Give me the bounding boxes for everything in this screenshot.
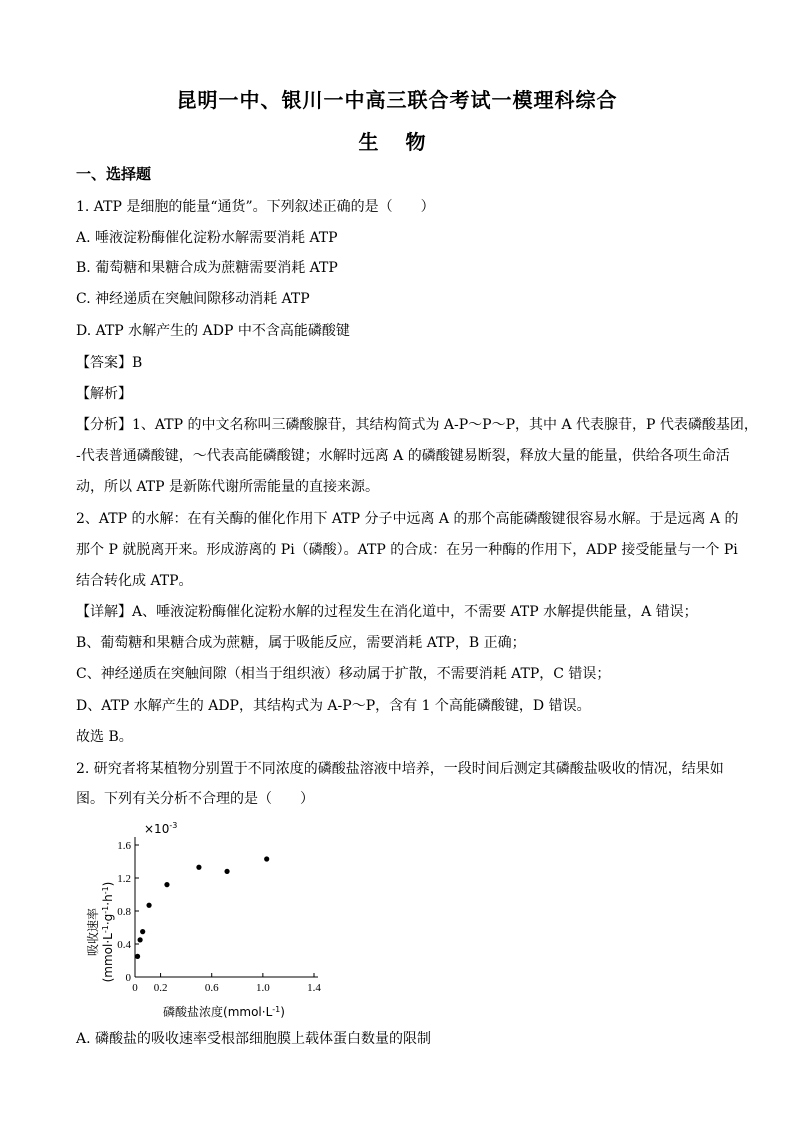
data-point — [146, 903, 151, 908]
absorption-chart — [76, 815, 336, 1025]
q1-option-a: A. 唾液淀粉酶催化淀粉水解需要消耗 ATP — [76, 230, 338, 246]
q1-option-c: C. 神经递质在突触间隙移动消耗 ATP — [76, 291, 310, 307]
q1-analysis-line: 【分析】1、ATP 的中文名称叫三磷酸腺苷，其结构简式为 A-P～P～P，其中 A 代表腺苷，P 代表磷酸基团， — [76, 417, 758, 433]
q2-option-a: A. 磷酸盐的吸收速率受根部细胞膜上载体蛋白数量的限制 — [76, 1031, 432, 1047]
q1-detail-d: D、ATP 水解产生的 ADP，其结构式为 A-P～P，含有 1 个高能磷酸键，D 错误。 — [76, 698, 591, 714]
x-tick-label: 0.2 — [153, 982, 168, 994]
q1-option-b: B. 葡萄糖和果糖合成为蔗糖需要消耗 ATP — [76, 260, 338, 276]
x-tick-label: 0 — [132, 982, 138, 994]
q1-detail-b: B、葡萄糖和果糖合成为蔗糖，属于吸能反应，需要消耗 ATP，B 正确； — [76, 635, 526, 651]
q1-analysis-heading: 【解析】 — [76, 386, 132, 402]
y-tick-label: 0.4 — [117, 939, 131, 951]
y-multiplier-label: $\times 10^{-3}$ — [144, 821, 178, 836]
page-title: 昆明一中、银川一中高三联合考试一模理科综合 — [176, 88, 618, 112]
q1-detail-a: 【详解】A、唾液淀粉酶催化淀粉水解的过程发生在消化道中，不需要 ATP 水解提供能量，A 错误； — [76, 604, 698, 620]
x-tick-label: 1.4 — [307, 982, 321, 994]
question-1-stem: 1. ATP 是细胞的能量“通货”。下列叙述正确的是（ ） — [76, 199, 435, 215]
q1-analysis-line: 2、ATP 的水解：在有关酶的催化作用下 ATP 分子中远离 A 的那个高能磷酸键很容易水解。于是远离 A 的 — [76, 511, 739, 527]
section-heading: 一、选择题 — [76, 165, 152, 183]
scatter-plot — [76, 815, 336, 1025]
y-tick-label: 1.6 — [117, 840, 131, 852]
x-tick-label: 1.0 — [255, 982, 270, 994]
y-tick-label: 1.2 — [117, 873, 131, 885]
q1-answer: 【答案】B — [76, 355, 143, 371]
x-axis-title: 磷酸盐浓度$(mmol\cdot L^{-1})$ — [163, 1005, 285, 1019]
q1-analysis-line: 那个 P 就脱离开来。形成游离的 Pi（磷酸）。ATP 的合成：在另一种酶的作用下，ADP 接受能量与一个 Pi — [76, 542, 738, 558]
subject-title: 生 物 — [358, 130, 436, 154]
q1-analysis-line: -代表普通磷酸键，～代表高能磷酸键；水解时远离 A 的磷酸键易断裂，释放大量的能量，供给各项生命活 — [76, 448, 730, 464]
x-tick-label: 0.6 — [204, 982, 219, 994]
y-axis-unit: $(mmol\cdot L^{-1}\cdot g^{-1}\cdot h^{-1})$ — [101, 881, 115, 983]
data-point — [224, 869, 229, 874]
y-axis-title: 吸收速率 — [86, 907, 100, 957]
data-point — [135, 954, 140, 959]
data-point — [196, 865, 201, 870]
y-tick-label: 0 — [125, 972, 131, 984]
data-point — [164, 882, 169, 887]
q1-option-d: D. ATP 水解产生的 ADP 中不含高能磷酸键 — [76, 323, 350, 339]
y-tick-label: 0.8 — [117, 906, 131, 918]
question-2-stem: 2. 研究者将某植物分别置于不同浓度的磷酸盐溶液中培养，一段时间后测定其磷酸盐吸收的情况，结果如 — [76, 761, 724, 777]
data-point — [138, 937, 143, 942]
q1-analysis-line: 结合转化成 ATP。 — [76, 573, 193, 589]
q1-detail-c: C、神经递质在突触间隙（相当于组织液）移动属于扩散，不需要消耗 ATP，C 错误； — [76, 666, 611, 682]
data-point — [264, 856, 269, 861]
q1-conclusion: 故选 B。 — [76, 729, 133, 745]
q1-analysis-line: 动，所以 ATP 是新陈代谢所需能量的直接来源。 — [76, 479, 380, 495]
question-2-stem: 图。下列有关分析不合理的是（ ） — [76, 791, 314, 807]
data-point — [140, 929, 145, 934]
